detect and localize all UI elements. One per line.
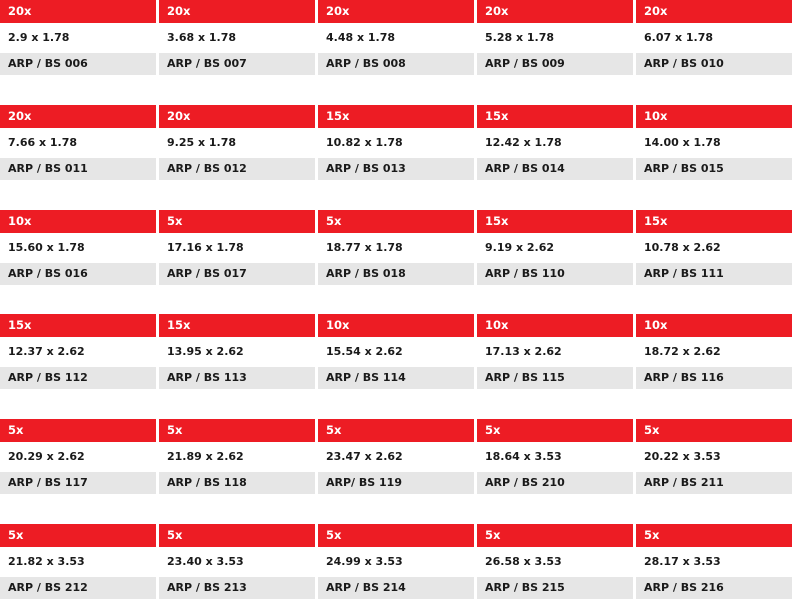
part-code: ARP / BS 117	[0, 472, 156, 494]
kit-card	[0, 419, 156, 494]
part-code: ARP / BS 214	[318, 577, 474, 599]
kit-card	[159, 419, 315, 494]
kit-card	[636, 524, 792, 599]
part-code: ARP / BS 116	[636, 367, 792, 389]
quantity-badge: 5x	[159, 210, 315, 233]
quantity-badge: 20x	[636, 0, 792, 23]
dimension-text: 9.19 x 2.62	[477, 233, 633, 263]
part-code: ARP/ BS 119	[318, 472, 474, 494]
dimension-text: 17.13 x 2.62	[477, 337, 633, 367]
quantity-badge: 15x	[318, 105, 474, 128]
part-code: ARP / BS 016	[0, 263, 156, 285]
dimension-text: 20.29 x 2.62	[0, 442, 156, 472]
part-code: ARP / BS 014	[477, 158, 633, 180]
quantity-badge: 5x	[636, 419, 792, 442]
dimension-text: 28.17 x 3.53	[636, 547, 792, 577]
kit-card	[477, 105, 633, 180]
quantity-badge: 20x	[0, 105, 156, 128]
dimension-text: 12.42 x 1.78	[477, 128, 633, 158]
dimension-text: 23.47 x 2.62	[318, 442, 474, 472]
dimension-text: 2.9 x 1.78	[0, 23, 156, 53]
quantity-badge: 20x	[159, 105, 315, 128]
part-code: ARP / BS 010	[636, 53, 792, 75]
quantity-badge: 5x	[318, 419, 474, 442]
dimension-text: 14.00 x 1.78	[636, 128, 792, 158]
dimension-text: 13.95 x 2.62	[159, 337, 315, 367]
kit-card	[636, 314, 792, 389]
dimension-text: 15.54 x 2.62	[318, 337, 474, 367]
kit-card	[318, 105, 474, 180]
kit-card	[636, 419, 792, 494]
part-code: ARP / BS 009	[477, 53, 633, 75]
quantity-badge: 10x	[477, 314, 633, 337]
quantity-badge: 10x	[636, 105, 792, 128]
quantity-badge: 5x	[159, 419, 315, 442]
dimension-text: 18.72 x 2.62	[636, 337, 792, 367]
quantity-badge: 20x	[0, 0, 156, 23]
quantity-badge: 10x	[636, 314, 792, 337]
kit-card	[0, 105, 156, 180]
quantity-badge: 5x	[0, 419, 156, 442]
kit-card	[477, 524, 633, 599]
part-code: ARP / BS 011	[0, 158, 156, 180]
dimension-text: 10.78 x 2.62	[636, 233, 792, 263]
dimension-text: 21.82 x 3.53	[0, 547, 156, 577]
dimension-text: 3.68 x 1.78	[159, 23, 315, 53]
dimension-text: 10.82 x 1.78	[318, 128, 474, 158]
part-code: ARP / BS 017	[159, 263, 315, 285]
quantity-badge: 5x	[318, 524, 474, 547]
part-code: ARP / BS 212	[0, 577, 156, 599]
part-code: ARP / BS 018	[318, 263, 474, 285]
kit-card	[159, 210, 315, 285]
kit-card	[0, 314, 156, 389]
kit-card	[159, 0, 315, 75]
kit-card	[318, 210, 474, 285]
kit-card	[477, 314, 633, 389]
quantity-badge: 5x	[159, 524, 315, 547]
kit-card	[318, 0, 474, 75]
quantity-badge: 15x	[159, 314, 315, 337]
dimension-text: 7.66 x 1.78	[0, 128, 156, 158]
dimension-text: 20.22 x 3.53	[636, 442, 792, 472]
kit-card	[318, 419, 474, 494]
quantity-badge: 15x	[0, 314, 156, 337]
kit-card	[318, 314, 474, 389]
dimension-text: 15.60 x 1.78	[0, 233, 156, 263]
part-code: ARP / BS 012	[159, 158, 315, 180]
dimension-text: 23.40 x 3.53	[159, 547, 315, 577]
part-code: ARP / BS 007	[159, 53, 315, 75]
kit-card	[477, 0, 633, 75]
kit-card	[477, 419, 633, 494]
dimension-text: 17.16 x 1.78	[159, 233, 315, 263]
kit-card	[159, 524, 315, 599]
part-code: ARP / BS 215	[477, 577, 633, 599]
dimension-text: 12.37 x 2.62	[0, 337, 156, 367]
kit-card	[636, 210, 792, 285]
quantity-badge: 20x	[318, 0, 474, 23]
part-code: ARP / BS 015	[636, 158, 792, 180]
quantity-badge: 15x	[477, 210, 633, 233]
quantity-badge: 15x	[477, 105, 633, 128]
dimension-text: 9.25 x 1.78	[159, 128, 315, 158]
kit-card	[0, 524, 156, 599]
kit-card	[636, 0, 792, 75]
part-code: ARP / BS 213	[159, 577, 315, 599]
dimension-text: 26.58 x 3.53	[477, 547, 633, 577]
quantity-badge: 20x	[159, 0, 315, 23]
dimension-text: 18.64 x 3.53	[477, 442, 633, 472]
kit-card	[636, 105, 792, 180]
kit-card	[159, 314, 315, 389]
part-code: ARP / BS 114	[318, 367, 474, 389]
quantity-badge: 20x	[477, 0, 633, 23]
dimension-text: 6.07 x 1.78	[636, 23, 792, 53]
quantity-badge: 15x	[636, 210, 792, 233]
part-code: ARP / BS 013	[318, 158, 474, 180]
part-code: ARP / BS 115	[477, 367, 633, 389]
part-code: ARP / BS 113	[159, 367, 315, 389]
part-code: ARP / BS 006	[0, 53, 156, 75]
kit-card	[0, 210, 156, 285]
quantity-badge: 5x	[318, 210, 474, 233]
kit-card	[318, 524, 474, 599]
part-code: ARP / BS 112	[0, 367, 156, 389]
dimension-text: 4.48 x 1.78	[318, 23, 474, 53]
part-code: ARP / BS 210	[477, 472, 633, 494]
quantity-badge: 5x	[0, 524, 156, 547]
part-code: ARP / BS 216	[636, 577, 792, 599]
quantity-badge: 5x	[477, 419, 633, 442]
part-code: ARP / BS 110	[477, 263, 633, 285]
quantity-badge: 5x	[477, 524, 633, 547]
quantity-badge: 10x	[318, 314, 474, 337]
kit-card	[0, 0, 156, 75]
kit-card	[159, 105, 315, 180]
kit-card	[477, 210, 633, 285]
quantity-badge: 10x	[0, 210, 156, 233]
part-code: ARP / BS 008	[318, 53, 474, 75]
dimension-text: 24.99 x 3.53	[318, 547, 474, 577]
part-code: ARP / BS 118	[159, 472, 315, 494]
dimension-text: 21.89 x 2.62	[159, 442, 315, 472]
part-code: ARP / BS 211	[636, 472, 792, 494]
part-code: ARP / BS 111	[636, 263, 792, 285]
quantity-badge: 5x	[636, 524, 792, 547]
dimension-text: 18.77 x 1.78	[318, 233, 474, 263]
dimension-text: 5.28 x 1.78	[477, 23, 633, 53]
